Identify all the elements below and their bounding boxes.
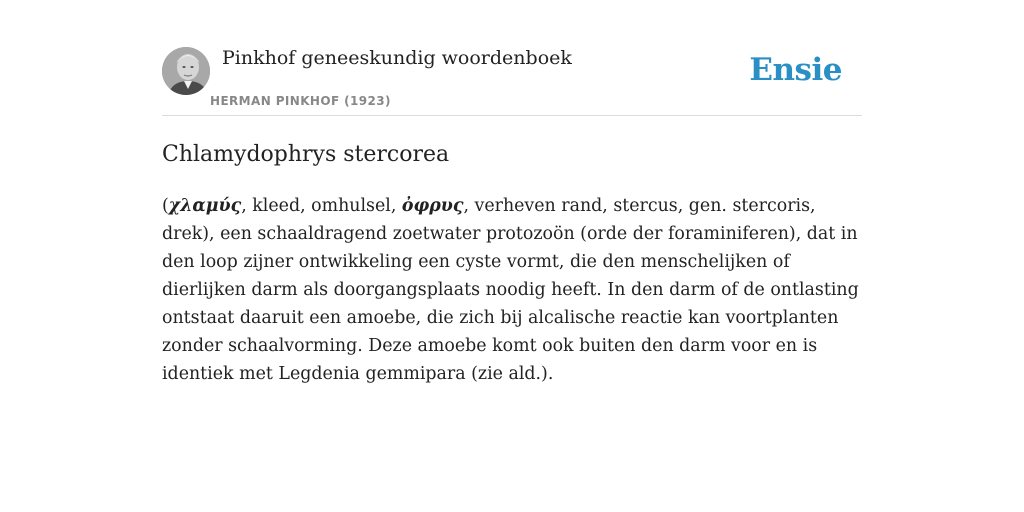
definition-text-1: , kleed, omhulsel, — [241, 196, 402, 216]
entry-title: Chlamydophrys stercorea — [162, 142, 450, 167]
definition-text-2: , verheven rand, stercus, gen. stercoris, drek), een schaaldragend zoetwater protozoön (orde der foraminiferen), dat in den loop zijner ontwikkeling een cyste vormt, die den menschelijken of dierlijken darm als doorgangsplaats noodig heeft. In den darm of de ontlasting ontstaat daaruit een amoebe, die zich bij alcalische reactie kan voortplanten zonder schaalvorming. Deze amoebe komt ook buiten den darm voor en is identiek met Legdenia gemmipara (zie ald.). — [162, 196, 859, 384]
definition-greek-term-1: χλαμύς — [168, 196, 242, 216]
definition-open-paren: ( — [162, 196, 169, 216]
page — [162, 0, 862, 512]
book-title[interactable]: Pinkhof geneeskundig woordenboek — [222, 47, 572, 69]
author-portrait-icon[interactable] — [162, 47, 210, 95]
entry-definition — [162, 192, 862, 388]
ensie-logo[interactable]: Ensie — [749, 52, 842, 88]
book-author: HERMAN PINKHOF (1923) — [210, 94, 391, 108]
header — [162, 0, 862, 116]
definition-greek-term-2: ὀφρυς — [401, 196, 464, 216]
